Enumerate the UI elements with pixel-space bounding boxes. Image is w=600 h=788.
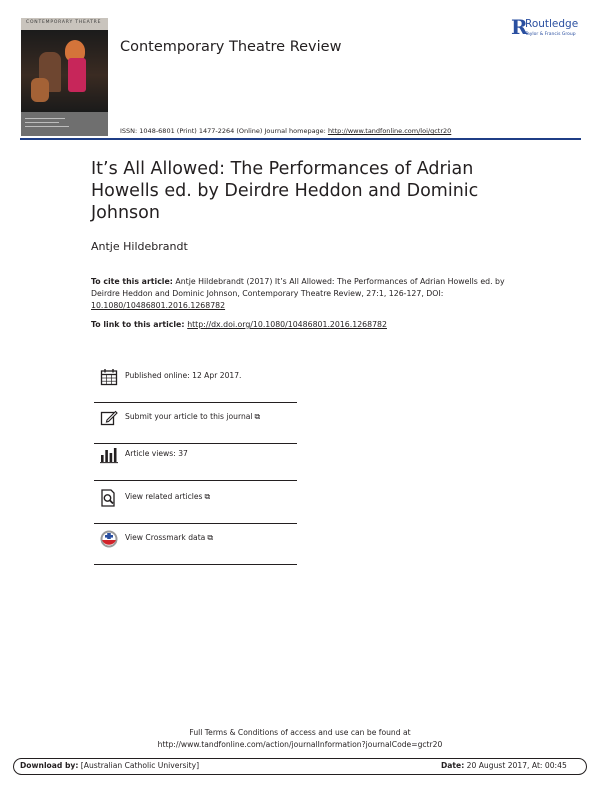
crossmark-icon	[100, 530, 118, 548]
doi-link[interactable]: 10.1080/10486801.2016.1268782	[91, 301, 226, 310]
submit-article-item[interactable]	[94, 403, 297, 444]
cover-band-text: CONTEMPORARY THEATRE	[26, 20, 102, 25]
calendar-icon	[100, 368, 118, 386]
download-date-label: Date:	[441, 761, 465, 770]
bar-chart-icon	[100, 446, 118, 464]
article-link-line	[91, 320, 387, 329]
downloaded-by-value: [Australian Catholic University]	[78, 761, 200, 770]
article-author: Antje Hildebrandt	[91, 240, 188, 253]
related-articles-label: View related articles	[125, 492, 203, 501]
journal-cover-image	[21, 18, 108, 136]
terms-url-link[interactable]: http://www.tandfonline.com/action/journalInformation?journalCode=gctr20	[157, 740, 443, 749]
external-link-icon: ⧉	[254, 412, 261, 421]
external-link-icon: ⧉	[207, 533, 214, 542]
related-articles-link[interactable]	[125, 492, 210, 502]
terms-line: Full Terms & Conditions of access and use can be found at	[189, 728, 411, 737]
crossmark-item[interactable]	[94, 524, 297, 565]
journal-homepage-link[interactable]: http://www.tandfonline.com/loi/gctr20	[327, 127, 452, 135]
link-label: To link to this article:	[91, 320, 188, 329]
article-views-label: Article views: 37	[125, 449, 188, 458]
header-divider	[20, 138, 581, 140]
cite-label: To cite this article:	[91, 277, 173, 286]
edit-icon	[100, 409, 118, 427]
download-date	[441, 761, 567, 770]
crossmark-link[interactable]	[125, 533, 213, 543]
related-articles-icon	[100, 489, 118, 507]
citation-block	[91, 276, 511, 312]
article-doi-url-link[interactable]: http://dx.doi.org/10.1080/10486801.2016.1268782	[187, 320, 387, 329]
downloaded-by	[20, 761, 199, 770]
publisher-name: Routledge	[525, 18, 579, 30]
external-link-icon: ⧉	[204, 492, 211, 501]
crossmark-label: View Crossmark data	[125, 533, 206, 542]
article-views-item	[94, 440, 297, 481]
issn-line	[120, 127, 451, 135]
publisher-logo[interactable]	[511, 17, 586, 41]
item-divider	[94, 564, 297, 565]
article-title: It’s All Allowed: The Performances of Adrian Howells ed. by Deirdre Heddon and Dominic Johnson	[91, 159, 479, 223]
issn-text: ISSN: 1048-6801 (Print) 1477-2264 (Online) Journal homepage:	[120, 127, 328, 135]
submit-article-link[interactable]	[125, 412, 260, 422]
submit-article-label: Submit your article to this journal	[125, 412, 253, 421]
item-divider	[94, 480, 297, 481]
cite-text: Antje Hildebrandt (2017) It’s All Allowed: The Performances of Adrian Howells ed. by Deirdre Heddon and Dominic Johnson, Contemporary Theatre Review, 27:1, 126-127, DOI:	[91, 277, 505, 298]
downloaded-by-label: Download by:	[20, 761, 79, 770]
terms-block	[0, 727, 600, 751]
publisher-tagline: Taylor & Francis Group	[525, 32, 576, 37]
published-online-label: Published online: 12 Apr 2017.	[125, 371, 242, 380]
related-articles-item[interactable]	[94, 483, 297, 524]
routledge-r-icon: R	[511, 15, 528, 39]
journal-title: Contemporary Theatre Review	[120, 39, 342, 55]
published-online-item	[94, 362, 297, 403]
download-date-value: 20 August 2017, At: 00:45	[464, 761, 567, 770]
